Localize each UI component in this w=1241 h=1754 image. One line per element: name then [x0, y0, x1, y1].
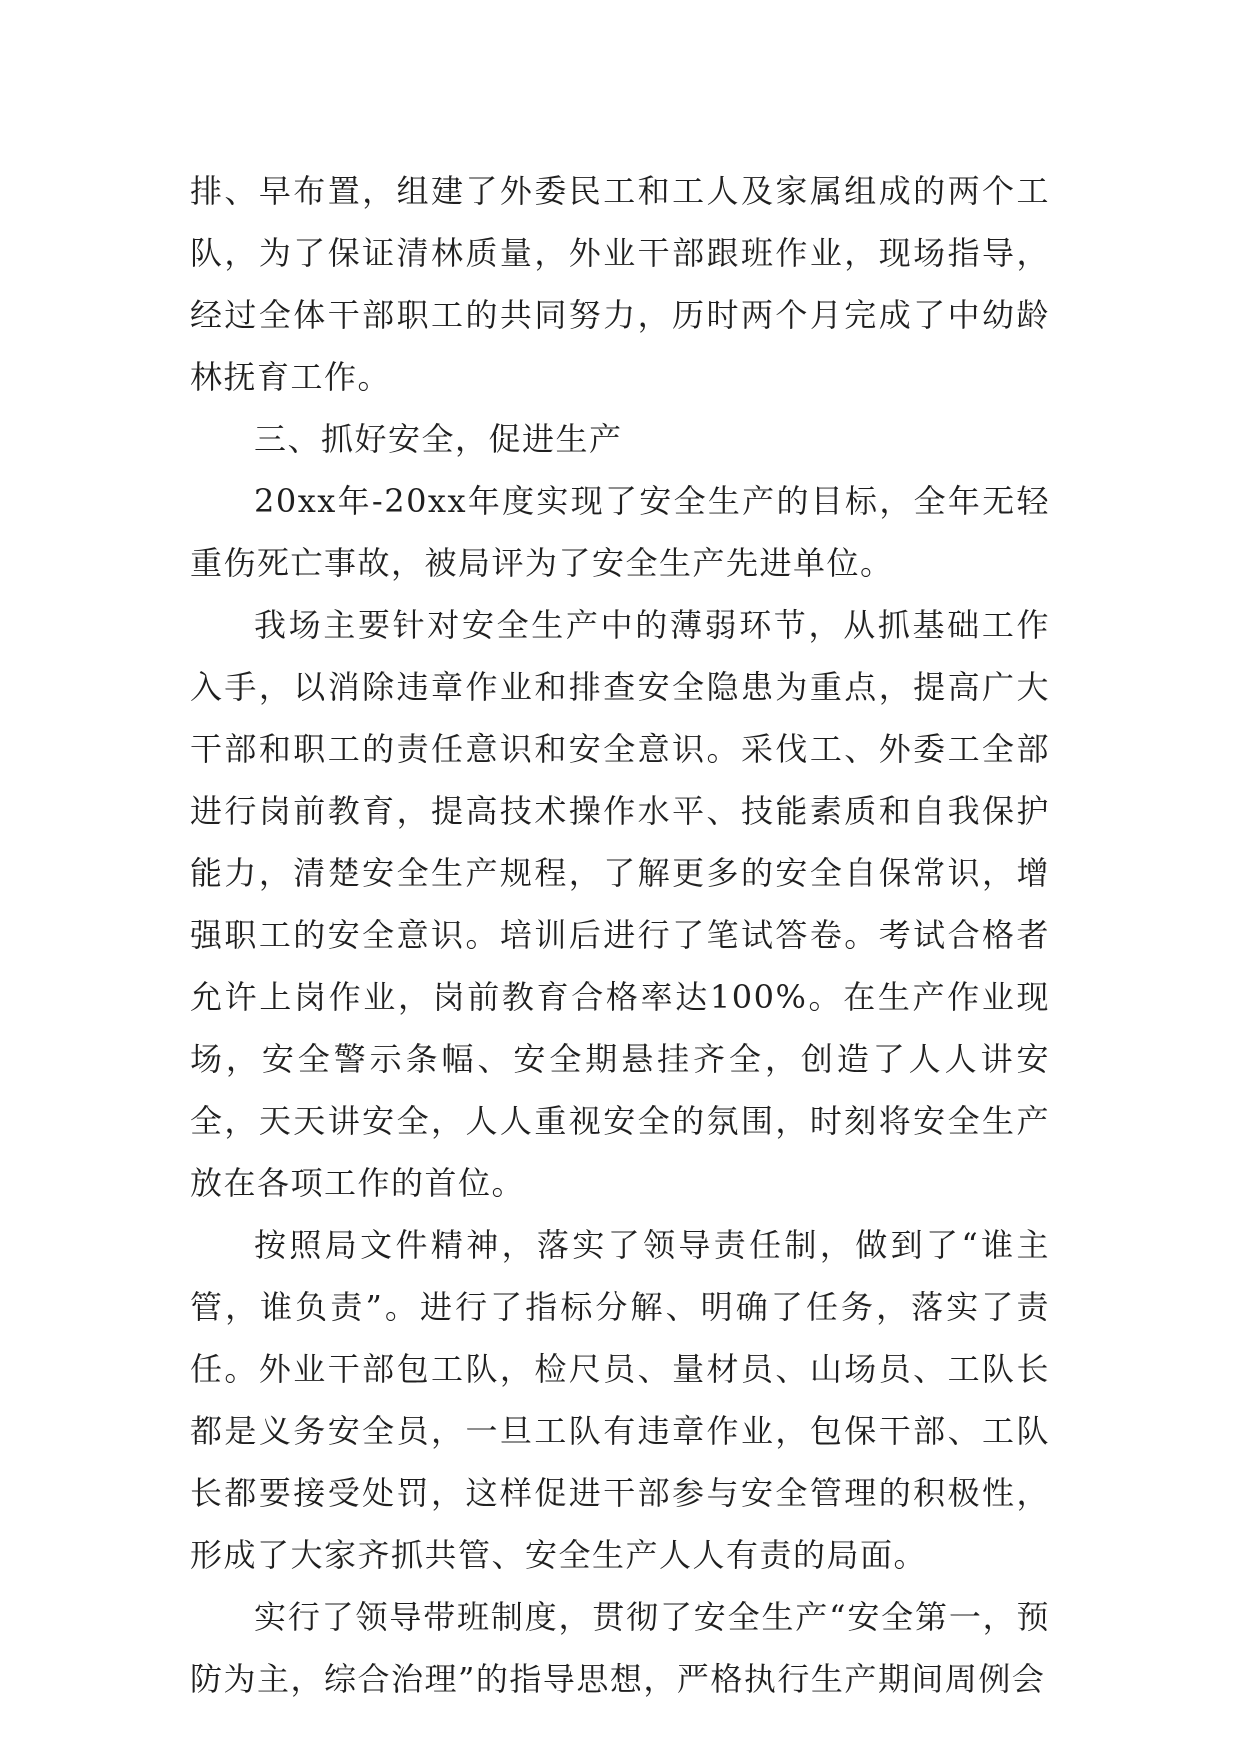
paragraph: 按照局文件精神，落实了领导责任制，做到了“谁主管，谁负责”。进行了指标分解、明确了任务，落实了责任。外业干部包工队，检尺员、量材员、山场员、工队长都是义务安全员，一旦工队有违章作业，包保干部、工队长都要接受处罚，这样促进干部参与安全管理的积极性，形成了大家齐抓共管、安全生产人人有责的局面。 — [190, 1226, 1050, 1574]
paragraph: 20xx年-20xx年度实现了安全生产的目标，全年无轻重伤死亡事故，被局评为了安全生产先进单位。 — [190, 482, 1050, 582]
paragraph: 实行了领导带班制度，贯彻了安全生产“安全第一，预防为主，综合治理”的指导思想，严格执行生产期间周例会 — [190, 1598, 1050, 1698]
section-heading: 三、抓好安全，促进生产 — [254, 420, 623, 458]
paragraph-continuation: 排、早布置，组建了外委民工和工人及家属组成的两个工队，为了保证清林质量，外业干部跟班作业，现场指导，经过全体干部职工的共同努力，历时两个月完成了中幼龄林抚育工作。 — [190, 172, 1050, 396]
document-body — [190, 160, 1050, 1710]
paragraph: 我场主要针对安全生产中的薄弱环节，从抓基础工作入手，以消除违章作业和排查安全隐患为重点，提高广大干部和职工的责任意识和安全意识。采伐工、外委工全部进行岗前教育，提高技术操作水平、技能素质和自我保护能力，清楚安全生产规程，了解更多的安全自保常识，增强职工的安全意识。培训后进行了笔试答卷。考试合格者允许上岗作业，岗前教育合格率达100%。在生产作业现场，安全警示条幅、安全期悬挂齐全，创造了人人讲安全，天天讲安全，人人重视安全的氛围，时刻将安全生产放在各项工作的首位。 — [190, 606, 1050, 1202]
